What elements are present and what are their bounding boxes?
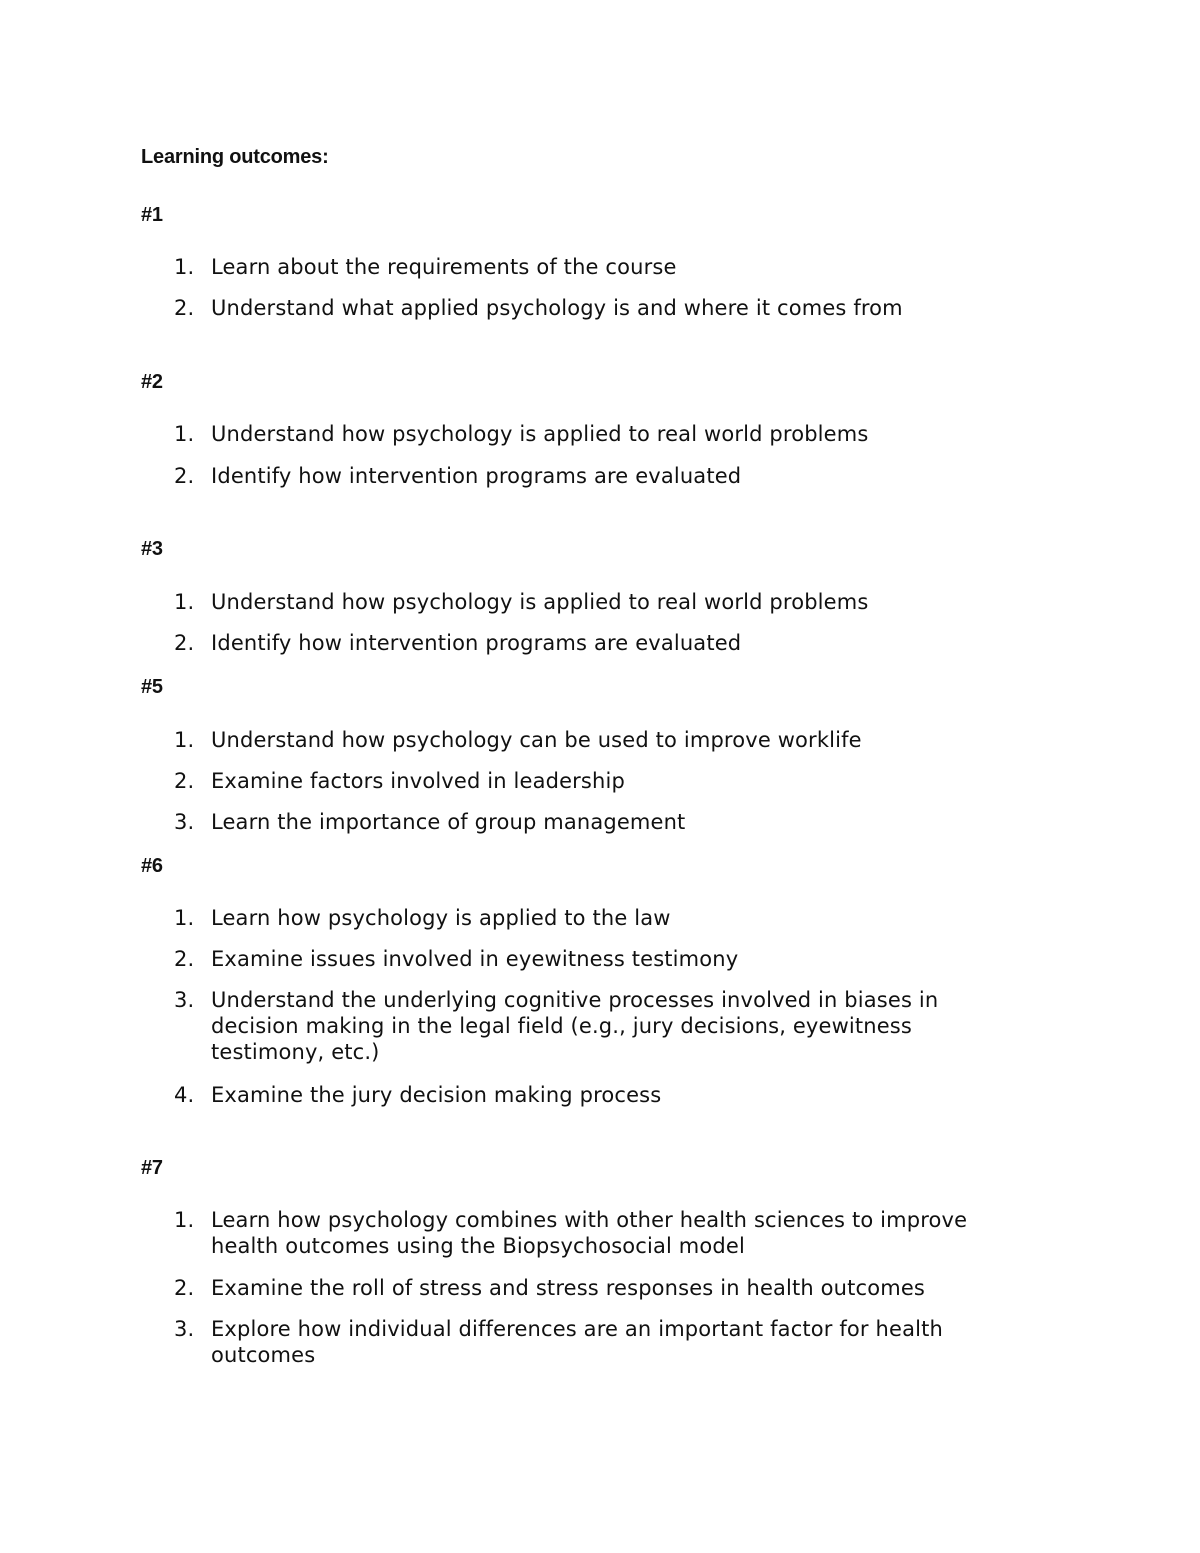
section-heading-1: #1 [141,204,163,226]
list-text: Explore how individual differences are an important factor for health outcomes [211,1317,943,1367]
list-text: Examine the jury decision making process [211,1083,662,1107]
list-item [174,589,1024,615]
list-number: 1. [174,422,195,446]
list-number: 1. [174,728,195,752]
list-text: Examine the roll of stress and stress responses in health outcomes [211,1276,925,1300]
list-item [174,987,1024,1065]
list-item [174,1207,1024,1259]
list-text: Learn about the requirements of the course [211,255,677,279]
list-item [174,905,1024,931]
list-text: Understand what applied psychology is and where it comes from [211,296,903,320]
list-text: Understand how psychology can be used to improve worklife [211,728,862,752]
list-text: Learn the importance of group management [211,810,686,834]
list-number: 2. [174,631,195,655]
list-text: Understand how psychology is applied to real world problems [211,590,869,614]
list-number: 2. [174,464,195,488]
list-item [174,630,1024,656]
list-item [174,1275,1024,1301]
list-item [174,727,1024,753]
list-number: 2. [174,296,195,320]
list-text: Learn how psychology combines with other health sciences to improve health outcomes using the Biopsychosocial model [211,1208,968,1258]
list-number: 1. [174,1208,195,1232]
list-number: 1. [174,255,195,279]
list-text: Identify how intervention programs are evaluated [211,631,742,655]
section-heading-3: #3 [141,538,163,560]
list-number: 1. [174,590,195,614]
list-text: Examine factors involved in leadership [211,769,625,793]
list-number: 1. [174,906,195,930]
list-number: 2. [174,1276,195,1300]
list-item [174,946,1024,972]
document-title: Learning outcomes: [141,146,329,168]
section-heading-5: #5 [141,676,163,698]
list-item [174,254,1024,280]
list-item [174,809,1024,835]
list-number: 3. [174,1317,195,1341]
list-number: 3. [174,988,195,1012]
list-item [174,421,1024,447]
list-number: 4. [174,1083,195,1107]
list-item [174,463,1024,489]
list-number: 2. [174,769,195,793]
list-number: 2. [174,947,195,971]
list-number: 3. [174,810,195,834]
section-heading-7: #7 [141,1157,163,1179]
list-text: Learn how psychology is applied to the law [211,906,671,930]
list-item [174,768,1024,794]
list-item [174,1316,1024,1368]
list-text: Examine issues involved in eyewitness testimony [211,947,739,971]
section-heading-6: #6 [141,855,163,877]
list-item [174,1082,1024,1108]
section-heading-2: #2 [141,371,163,393]
list-text: Identify how intervention programs are evaluated [211,464,742,488]
list-text: Understand how psychology is applied to real world problems [211,422,869,446]
list-text: Understand the underlying cognitive processes involved in biases in decision making in the legal field (e.g., jury decisions, eyewitness testimony, etc.) [211,988,939,1064]
list-item [174,295,1024,321]
